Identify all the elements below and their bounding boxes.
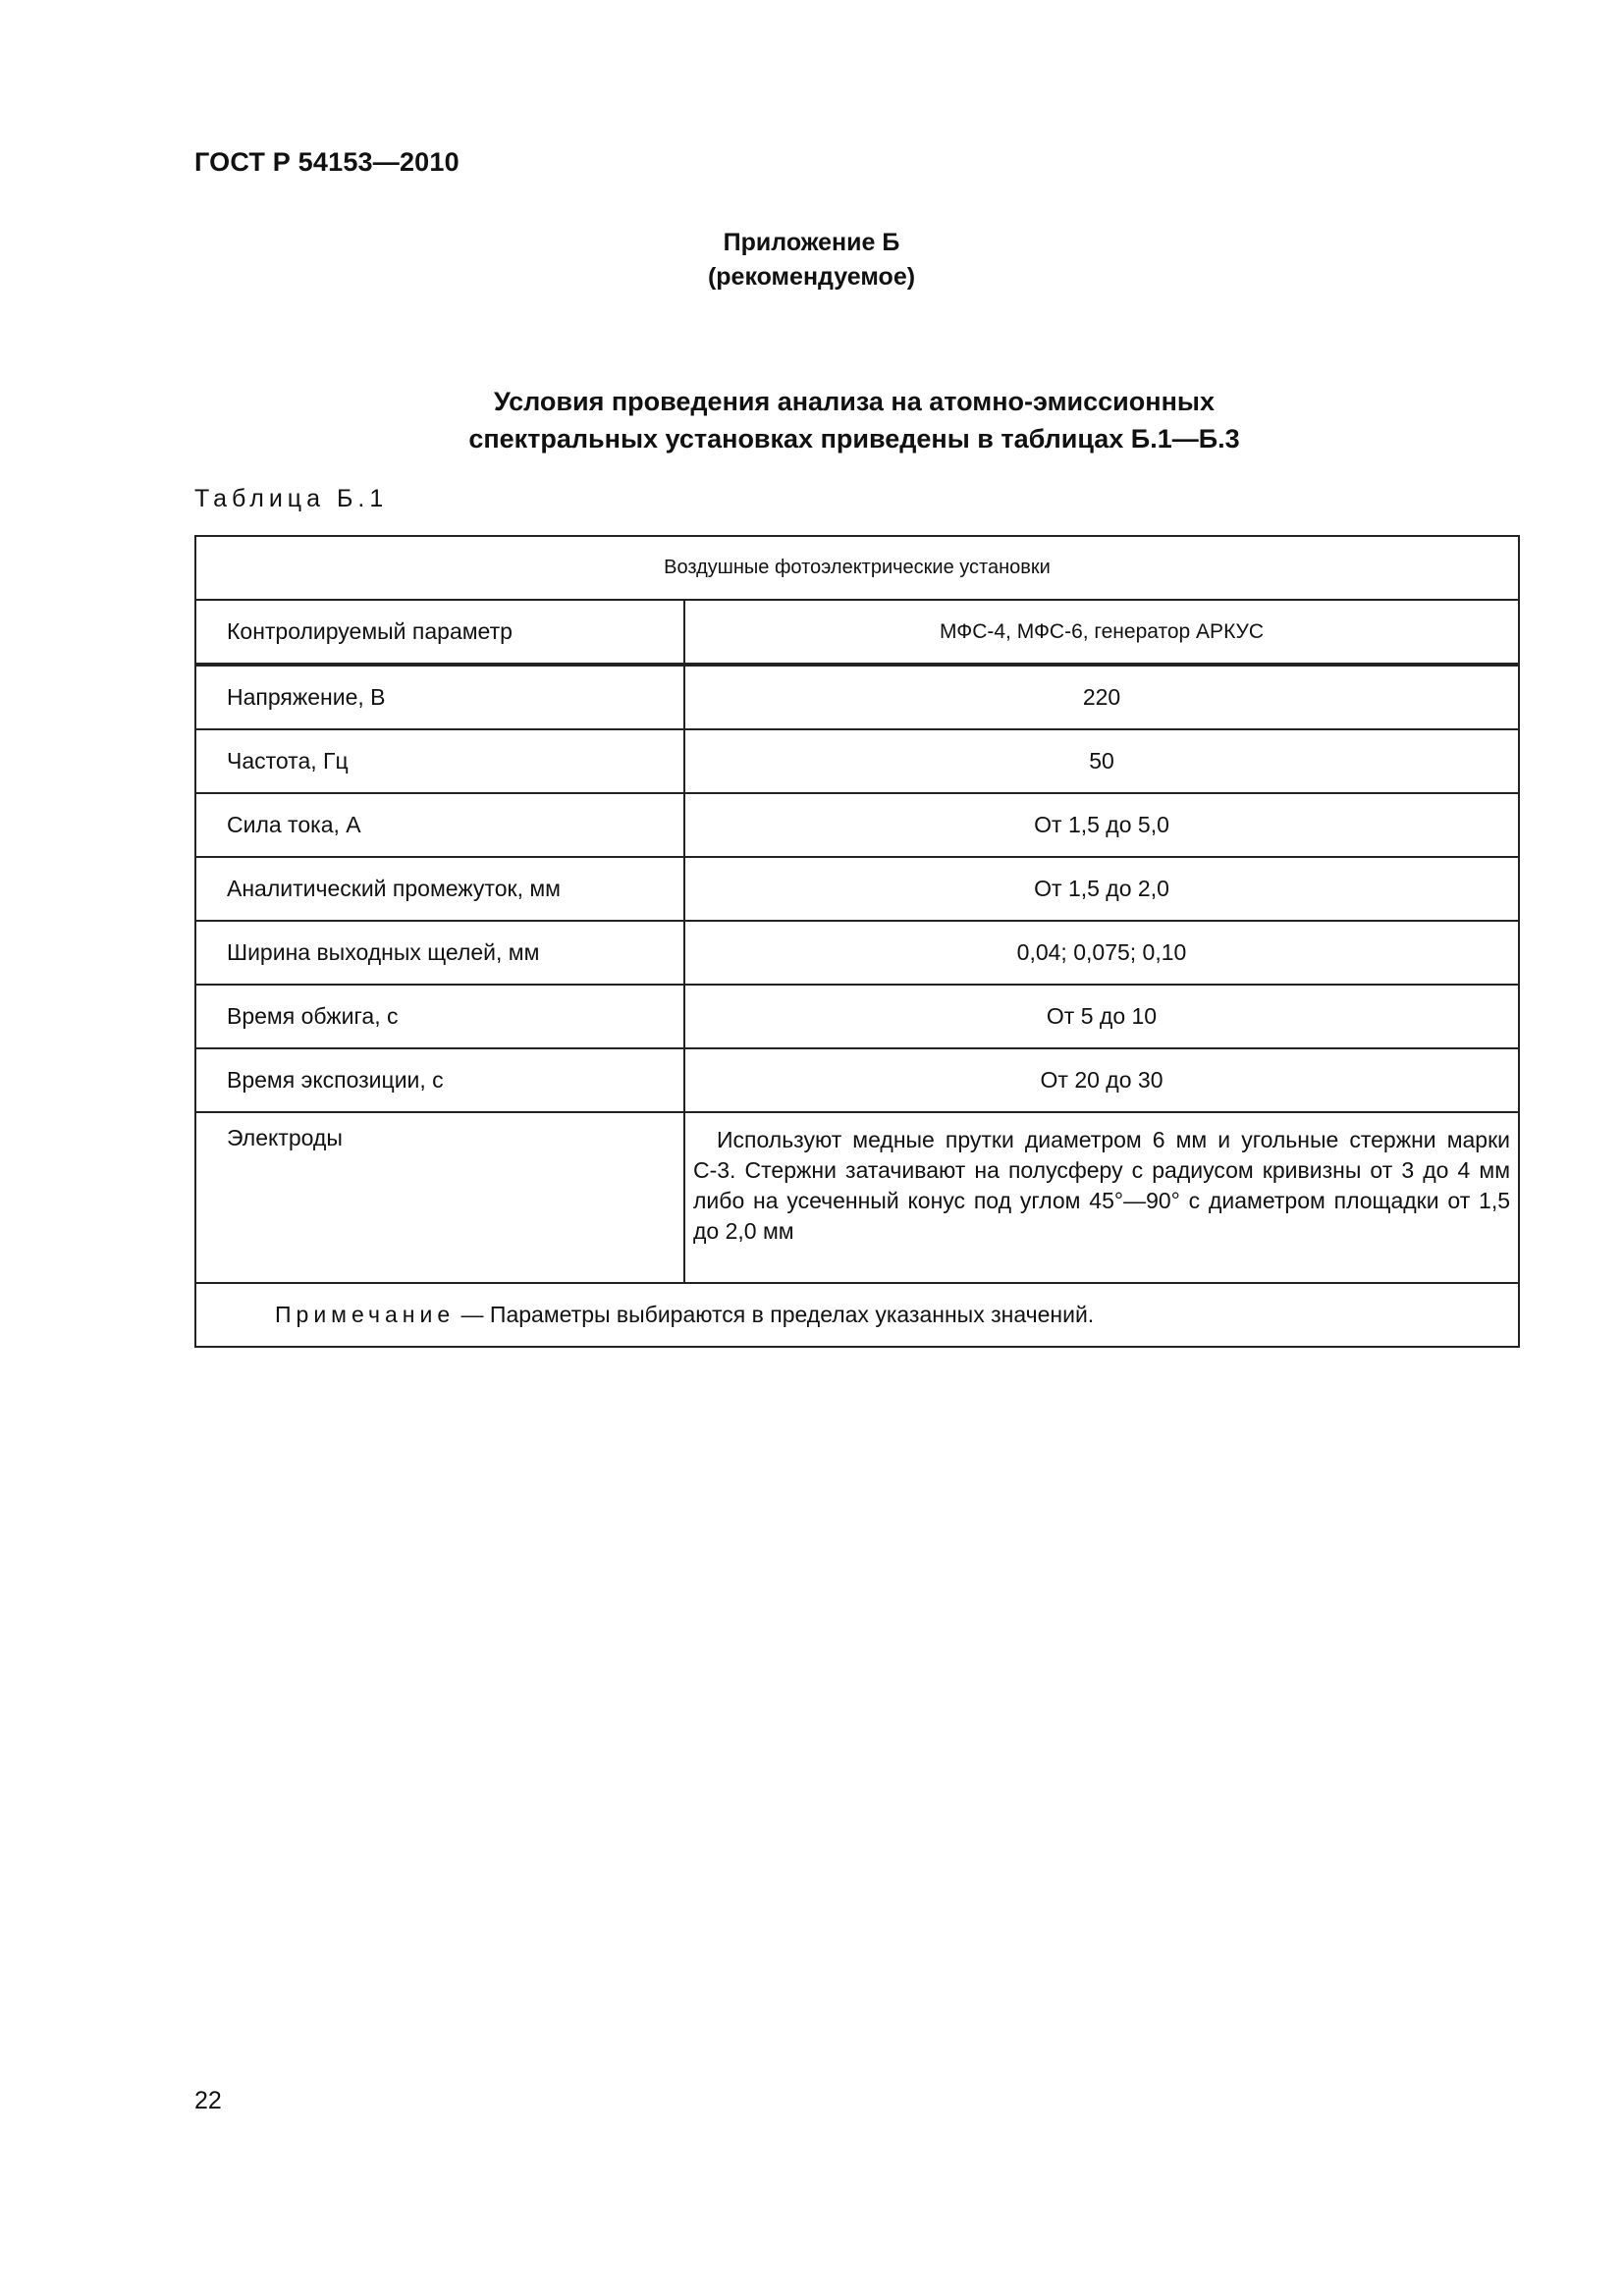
table-row (195, 1112, 1519, 1283)
table-row (195, 729, 1519, 793)
column-header-parameter: Контролируемый параметр (195, 600, 684, 665)
table-note-cell (195, 1283, 1519, 1347)
document-code: ГОСТ Р 54153—2010 (194, 147, 460, 177)
note-label: Примечание (275, 1302, 456, 1327)
table-column-header-row (195, 600, 1519, 665)
table-row (195, 793, 1519, 857)
value-cell: От 1,5 до 5,0 (684, 793, 1519, 857)
parameter-cell: Напряжение, В (195, 665, 684, 729)
note-text: — Параметры выбираются в пределах указанных значений. (455, 1302, 1095, 1327)
appendix-title: Приложение Б (723, 229, 900, 256)
value-cell: От 20 до 30 (684, 1048, 1519, 1112)
parameter-cell: Ширина выходных щелей, мм (195, 921, 684, 985)
table-row (195, 985, 1519, 1048)
table-caption: Таблица Б.1 (194, 485, 389, 512)
table-row (195, 665, 1519, 729)
table-note-row (195, 1283, 1519, 1347)
group-header-cell: Воздушные фотоэлектрические установки (195, 536, 1519, 600)
section-title-line-2: спектральных установках приведены в таблицах Б.1—Б.3 (468, 424, 1240, 454)
value-cell: От 1,5 до 2,0 (684, 857, 1519, 921)
column-header-equipment: МФС-4, МФС-6, генератор АРКУС (684, 600, 1519, 665)
parameter-cell: Частота, Гц (195, 729, 684, 793)
section-title (0, 383, 1623, 457)
table-row (195, 921, 1519, 985)
parameter-cell: Время обжига, с (195, 985, 684, 1048)
value-cell: 0,04; 0,075; 0,10 (684, 921, 1519, 985)
appendix-subtitle: (рекомендуемое) (707, 263, 916, 291)
appendix-heading (0, 226, 1623, 294)
parameter-cell: Сила тока, А (195, 793, 684, 857)
table-row (195, 857, 1519, 921)
parameter-cell: Аналитический промежуток, мм (195, 857, 684, 921)
value-cell: От 5 до 10 (684, 985, 1519, 1048)
table-group-header-row (195, 536, 1519, 600)
value-cell: Используют медные прутки диаметром 6 мм и угольные стержни марки С-3. Стержни затачивают на полусферу с радиусом кривизны от 3 до 4 мм либо на усеченный конус под углом 45°—90° с диаметром площадки от 1,5 до 2,0 мм (684, 1112, 1519, 1283)
parameter-cell: Время экспозиции, с (195, 1048, 684, 1112)
value-cell: 220 (684, 665, 1519, 729)
table-row (195, 1048, 1519, 1112)
value-cell: 50 (684, 729, 1519, 793)
page-number: 22 (194, 2087, 222, 2114)
section-title-line-1: Условия проведения анализа на атомно-эмиссионных (494, 387, 1215, 416)
parameter-cell: Электроды (195, 1112, 684, 1283)
parameters-table (194, 535, 1520, 1348)
